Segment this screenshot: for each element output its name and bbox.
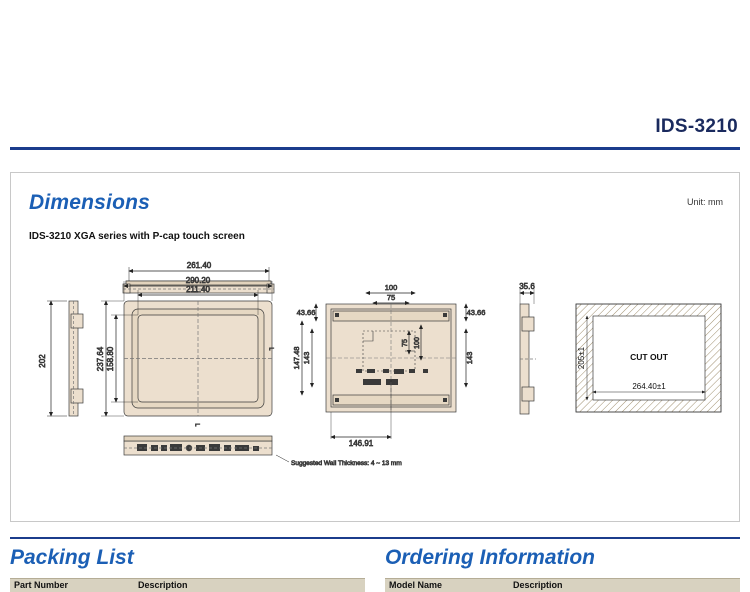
- label-front-outer-height: 237.64: [96, 346, 105, 372]
- label-vesa-75-side: 75: [402, 339, 409, 347]
- dimension-drawings: [11, 259, 741, 521]
- page-header: [0, 0, 750, 152]
- svg-text:⌐: ⌐: [195, 419, 201, 429]
- label-cutout-width: 264.40±1: [632, 382, 666, 391]
- page-title: IDS-3210: [655, 116, 738, 137]
- dimension-front-outer-height: [96, 301, 106, 416]
- cutout-view: [576, 304, 721, 412]
- ordering-table-header: [385, 578, 740, 592]
- packing-list-heading: Packing List: [10, 546, 134, 569]
- label-wall-note: Suggested Wall Thickness: 4 ~ 13 mm: [291, 460, 402, 467]
- unit-label: Unit: mm: [687, 197, 723, 207]
- label-top-bracket-width: 261.40: [186, 261, 212, 270]
- ordering-col-description: Description: [513, 580, 563, 590]
- label-vesa-100-side: 100: [414, 337, 421, 349]
- front-view: [124, 301, 274, 429]
- bottom-divider: [10, 537, 740, 539]
- label-depth: 35.6: [519, 282, 535, 291]
- label-rear-top-right: 43.66: [466, 308, 486, 317]
- label-rear-left-143: 143: [302, 351, 311, 365]
- label-cutout-title: CUT OUT: [630, 352, 668, 362]
- label-rear-top-left: 43.66: [296, 308, 316, 317]
- label-rear-left-147: 147.48: [292, 346, 301, 370]
- dimension-rear-vesa-top: [366, 283, 415, 303]
- label-vesa-75-top: 75: [386, 293, 396, 302]
- label-side-height: 202: [38, 354, 47, 368]
- packing-col-description: Description: [138, 580, 188, 590]
- label-cutout-height: 205±1: [577, 346, 586, 370]
- dimension-side-height: [38, 301, 67, 416]
- side-profile-right-view: [520, 304, 536, 414]
- bottom-io-view: [124, 436, 272, 455]
- dimension-depth: [519, 282, 535, 304]
- packing-list-table-header: [10, 578, 365, 592]
- dimensions-section-title: Dimensions: [29, 191, 151, 214]
- label-front-inner-width: 211.40: [186, 285, 210, 294]
- side-profile-left-view: [69, 301, 83, 416]
- packing-col-part-number: Part Number: [14, 580, 69, 590]
- dimensions-subtitle: IDS-3210 XGA series with P-cap touch screen: [29, 231, 245, 242]
- dimension-front-inner-height: [106, 315, 116, 402]
- wall-thickness-note: [276, 455, 402, 467]
- dimensions-panel: [10, 172, 740, 522]
- svg-text:⌐: ⌐: [269, 343, 275, 353]
- label-vesa-100-top: 100: [384, 283, 398, 292]
- dimension-rear-left: [292, 304, 316, 395]
- ordering-col-model-name: Model Name: [389, 580, 443, 590]
- dimension-rear-right: [465, 304, 485, 387]
- header-divider: [10, 147, 740, 150]
- ordering-information-heading: Ordering Information: [385, 546, 595, 569]
- label-front-inner-height: 158.80: [106, 346, 115, 372]
- label-rear-right-143: 143: [465, 351, 474, 365]
- label-front-outer-width: 290.20: [185, 276, 211, 285]
- label-rear-bottom: 146.91: [348, 439, 374, 448]
